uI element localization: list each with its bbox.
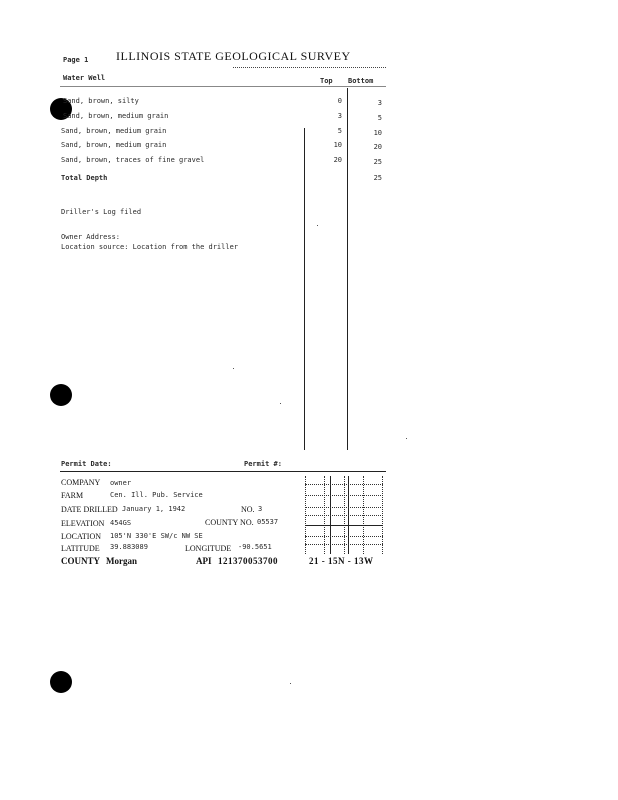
- punch-hole-middle: [50, 384, 72, 406]
- header-rule: [233, 67, 386, 68]
- farm-label: FARM: [61, 491, 84, 500]
- driller-note: Driller's Log filed: [61, 208, 142, 216]
- grid-line: [305, 507, 383, 509]
- stratum-desc: Sand, brown, medium grain: [61, 127, 167, 135]
- permit-number-label: Permit #:: [244, 460, 282, 468]
- col-top-header: Top: [320, 77, 333, 85]
- stratum-bottom: 10: [373, 129, 382, 137]
- scan-speck: [317, 225, 318, 226]
- latitude-value: 39.883089: [110, 543, 148, 551]
- top-column-divider: [304, 128, 305, 450]
- no-label: NO.: [241, 505, 255, 514]
- county-label: COUNTY: [61, 556, 101, 566]
- permit-date-label: Permit Date:: [61, 460, 112, 468]
- total-depth-value: 25: [373, 174, 382, 182]
- date-drilled-label: DATE DRILLED: [61, 505, 118, 514]
- punch-hole-bottom: [50, 671, 72, 693]
- stratum-top: 10: [333, 141, 342, 149]
- scan-speck: [290, 683, 291, 684]
- stratum-top: 0: [337, 97, 342, 105]
- owner-address-label: Owner Address:: [61, 233, 121, 241]
- grid-line: [305, 525, 383, 526]
- page-label: Page 1: [63, 56, 89, 64]
- company-value: owner: [110, 479, 132, 487]
- api-value: 121370053700: [218, 556, 278, 566]
- farm-value: Cen. Ill. Pub. Service: [110, 491, 203, 499]
- scan-speck: [280, 403, 281, 404]
- stratum-bottom: 25: [373, 158, 382, 166]
- grid-line: [305, 515, 383, 517]
- col-bottom-header: Bottom: [348, 77, 374, 85]
- api-label: API: [196, 556, 212, 566]
- bottom-column-divider: [347, 88, 348, 450]
- elevation-label: ELEVATION: [61, 519, 105, 528]
- stratum-desc: Sand, brown, medium grain: [61, 141, 167, 149]
- longitude-label: LONGITUDE: [185, 544, 232, 553]
- stratum-desc: Sand, brown, silty: [63, 97, 139, 105]
- grid-line: [305, 536, 383, 538]
- location-source: Location source: Location from the driller: [61, 243, 239, 251]
- permit-rule: [60, 471, 386, 472]
- col-header-rule: [60, 86, 386, 87]
- county-value: Morgan: [106, 556, 137, 566]
- stratum-bottom: 3: [377, 99, 382, 107]
- location-value: 105'N 330'E SW/c NW SE: [110, 532, 203, 540]
- latitude-label: LATITUDE: [61, 544, 100, 553]
- elevation-value: 454GS: [110, 519, 132, 527]
- stratum-bottom: 5: [377, 114, 382, 122]
- scan-speck: [233, 368, 234, 369]
- township-range: 21 - 15N - 13W: [309, 556, 374, 566]
- stratum-top: 3: [337, 112, 342, 120]
- grid-line: [305, 484, 383, 486]
- company-label: COMPANY: [61, 478, 101, 487]
- date-drilled-value: January 1, 1942: [122, 505, 186, 513]
- longitude-value: -90.5651: [238, 543, 272, 551]
- grid-line: [305, 495, 383, 497]
- grid-line: [305, 544, 383, 546]
- county-no-value: 05537: [257, 518, 279, 526]
- agency-title: ILLINOIS STATE GEOLOGICAL SURVEY: [116, 49, 351, 63]
- stratum-desc: Sand, brown, traces of fine gravel: [61, 156, 205, 164]
- stratum-top: 5: [337, 127, 342, 135]
- stratum-desc: Sand, brown, medium grain: [63, 112, 169, 120]
- section-locator-grid: [305, 476, 383, 554]
- stratum-top: 20: [333, 156, 342, 164]
- location-label: LOCATION: [61, 532, 101, 541]
- county-no-label: COUNTY NO.: [205, 518, 254, 527]
- stratum-bottom: 20: [373, 143, 382, 151]
- total-depth-label: Total Depth: [61, 174, 108, 182]
- scan-speck: [406, 438, 407, 439]
- well-type-label: Water Well: [63, 74, 106, 82]
- no-value: 3: [258, 505, 263, 513]
